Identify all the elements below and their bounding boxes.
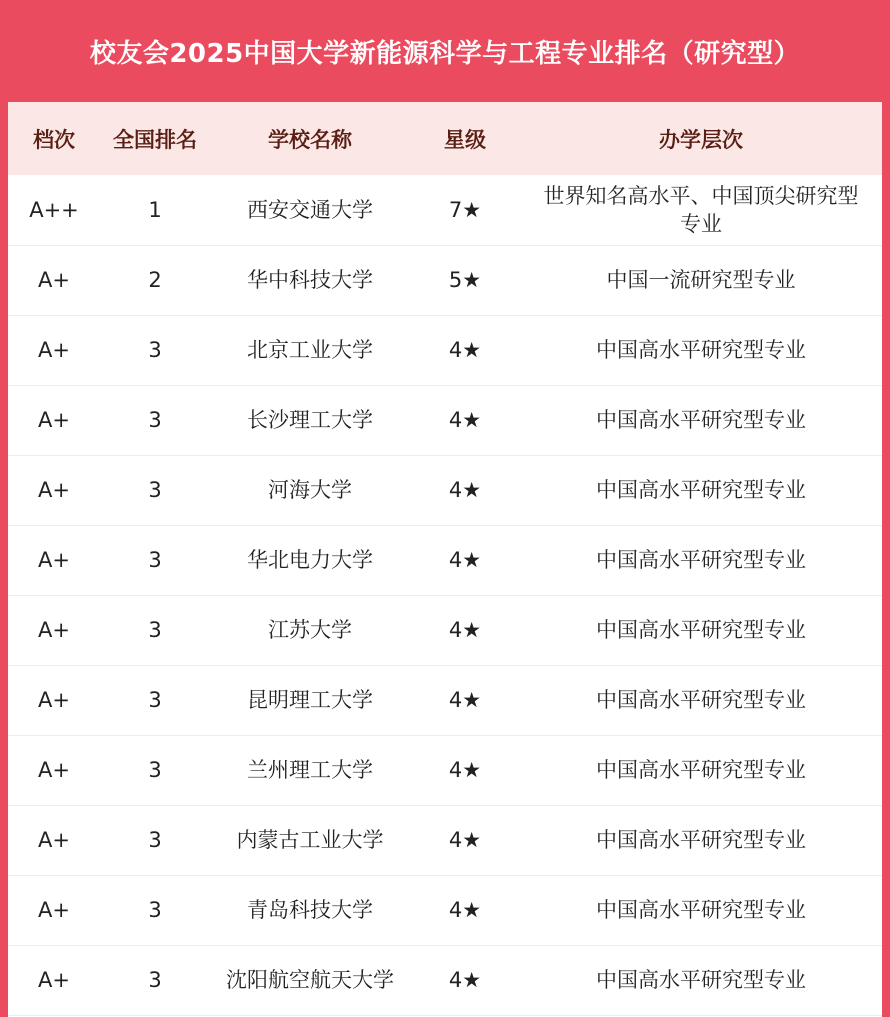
cell-star-level: 4★	[448, 478, 482, 502]
cell-grade: A+	[38, 828, 70, 852]
cell-grade: A+	[38, 618, 70, 642]
cell-star-level: 4★	[448, 548, 482, 572]
cell-program-level: 中国高水平研究型专业	[596, 898, 806, 922]
cell-national-rank: 3	[148, 548, 162, 572]
cell-school-name: 昆明理工大学	[247, 688, 373, 712]
cell-national-rank: 3	[148, 618, 162, 642]
cell-national-rank: 1	[148, 197, 162, 222]
cell-national-rank: 3	[148, 478, 162, 502]
table-row	[8, 875, 882, 945]
table-row	[8, 455, 882, 525]
cell-grade: A+	[38, 268, 70, 292]
cell-national-rank: 3	[148, 898, 162, 922]
cell-grade: A+	[38, 478, 70, 502]
cell-star-level: 5★	[448, 268, 482, 292]
cell-national-rank: 3	[148, 688, 162, 712]
cell-grade: A+	[38, 968, 70, 992]
cell-program-level: 中国高水平研究型专业	[596, 828, 806, 852]
cell-school-name: 华北电力大学	[247, 548, 373, 572]
table-body	[8, 175, 882, 1015]
cell-grade: A+	[38, 408, 70, 432]
table-row	[8, 525, 882, 595]
table-row	[8, 735, 882, 805]
table-row	[8, 805, 882, 875]
header-program-level: 办学层次	[659, 127, 743, 152]
cell-school-name: 青岛科技大学	[247, 898, 373, 922]
cell-star-level: 4★	[448, 338, 482, 362]
header-national-rank: 全国排名	[113, 127, 197, 152]
table-row	[8, 945, 882, 1015]
page-title: 校友会2025中国大学新能源科学与工程专业排名（研究型）	[89, 38, 801, 69]
cell-national-rank: 3	[148, 408, 162, 432]
table-row	[8, 175, 882, 245]
cell-national-rank: 3	[148, 758, 162, 782]
cell-grade: A+	[38, 898, 70, 922]
cell-grade: A+	[38, 688, 70, 712]
table-row	[8, 595, 882, 665]
cell-star-level: 4★	[448, 898, 482, 922]
cell-star-level: 4★	[448, 408, 482, 432]
cell-star-level: 4★	[448, 828, 482, 852]
cell-school-name: 河海大学	[268, 478, 352, 502]
table-header-row	[8, 102, 882, 175]
header-grade: 档次	[33, 127, 75, 152]
cell-program-level: 世界知名高水平、中国顶尖研究型专业	[543, 183, 859, 236]
cell-grade: A++	[29, 197, 79, 222]
cell-school-name: 江苏大学	[268, 618, 352, 642]
cell-program-level: 中国高水平研究型专业	[596, 688, 806, 712]
table-row	[8, 665, 882, 735]
header-school-name: 学校名称	[268, 127, 352, 152]
cell-star-level: 4★	[448, 758, 482, 782]
cell-school-name: 沈阳航空航天大学	[226, 968, 394, 992]
cell-program-level: 中国高水平研究型专业	[596, 968, 806, 992]
cell-grade: A+	[38, 758, 70, 782]
ranking-table-container	[8, 102, 882, 1017]
cell-program-level: 中国高水平研究型专业	[596, 478, 806, 502]
cell-program-level: 中国高水平研究型专业	[596, 338, 806, 362]
table-row	[8, 245, 882, 315]
cell-program-level: 中国高水平研究型专业	[596, 548, 806, 572]
table-row	[8, 315, 882, 385]
cell-grade: A+	[38, 548, 70, 572]
cell-school-name: 华中科技大学	[247, 268, 373, 292]
cell-school-name: 西安交通大学	[247, 197, 373, 222]
table-row	[8, 385, 882, 455]
cell-program-level: 中国高水平研究型专业	[596, 618, 806, 642]
cell-national-rank: 2	[148, 268, 162, 292]
cell-program-level: 中国一流研究型专业	[606, 268, 796, 292]
cell-national-rank: 3	[148, 338, 162, 362]
cell-star-level: 4★	[448, 618, 482, 642]
cell-grade: A+	[38, 338, 70, 362]
cell-school-name: 北京工业大学	[247, 338, 373, 362]
cell-program-level: 中国高水平研究型专业	[596, 408, 806, 432]
cell-school-name: 长沙理工大学	[247, 408, 373, 432]
cell-program-level: 中国高水平研究型专业	[596, 758, 806, 782]
cell-national-rank: 3	[148, 968, 162, 992]
cell-star-level: 7★	[448, 197, 482, 222]
cell-school-name: 内蒙古工业大学	[236, 828, 384, 852]
ranking-table	[8, 102, 882, 1016]
cell-star-level: 4★	[448, 688, 482, 712]
header-star-level: 星级	[444, 127, 486, 152]
cell-star-level: 4★	[448, 968, 482, 992]
cell-national-rank: 3	[148, 828, 162, 852]
cell-school-name: 兰州理工大学	[247, 758, 373, 782]
